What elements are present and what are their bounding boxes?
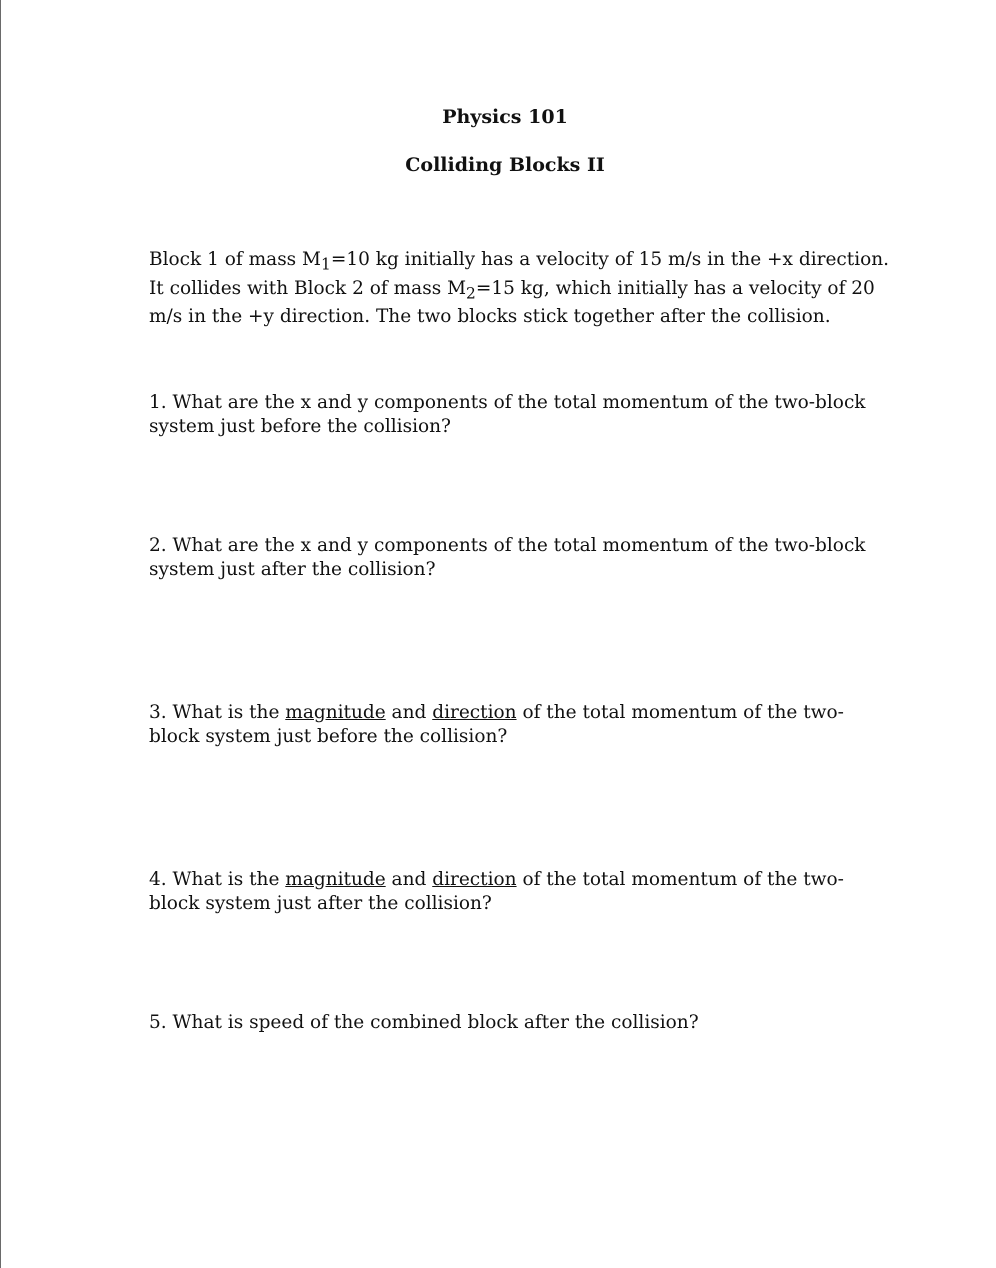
question-1-line-1: 1. What are the x and y components of the total momentum of the two-block: [149, 392, 866, 413]
underlined-magnitude: magnitude: [285, 869, 386, 890]
problem-statement: [149, 248, 889, 329]
mass-subscript-1: 1: [321, 255, 331, 274]
question-4: [149, 868, 889, 916]
question-4-line-1: 4. What is the magnitude and direction of the total momentum of the two-: [149, 869, 844, 890]
course-title: Physics 101: [442, 106, 568, 128]
underlined-direction: direction: [432, 869, 517, 890]
problem-line-3: m/s in the +y direction. The two blocks stick together after the collision.: [149, 306, 831, 328]
page-left-border: [0, 0, 1, 1268]
question-3-line-1: 3. What is the magnitude and direction of the total momentum of the two-: [149, 702, 844, 723]
question-1: [149, 391, 889, 439]
problem-line-2: It collides with Block 2 of mass $M_2=15$ kg, which initially has a velocity of 20: [149, 277, 875, 303]
underlined-magnitude: magnitude: [285, 702, 386, 723]
question-1-line-2: system just before the collision?: [149, 416, 451, 437]
question-5-line-1: 5. What is speed of the combined block after the collision?: [149, 1012, 699, 1033]
problem-line-1: Block 1 of mass $M_1=10$ kg initially has a velocity of 15 m/s in the +x direction.: [149, 249, 890, 274]
question-2: [149, 534, 889, 582]
question-2-line-1: 2. What are the x and y components of the total momentum of the two-block: [149, 535, 866, 556]
question-5: [149, 1011, 889, 1035]
underlined-direction: direction: [432, 702, 517, 723]
worksheet-title: Colliding Blocks II: [405, 154, 605, 176]
question-4-line-2: block system just after the collision?: [149, 893, 492, 914]
question-3-line-2: block system just before the collision?: [149, 726, 508, 747]
mass-subscript-2: 2: [466, 284, 476, 303]
question-3: [149, 701, 889, 749]
question-2-line-2: system just after the collision?: [149, 559, 436, 580]
